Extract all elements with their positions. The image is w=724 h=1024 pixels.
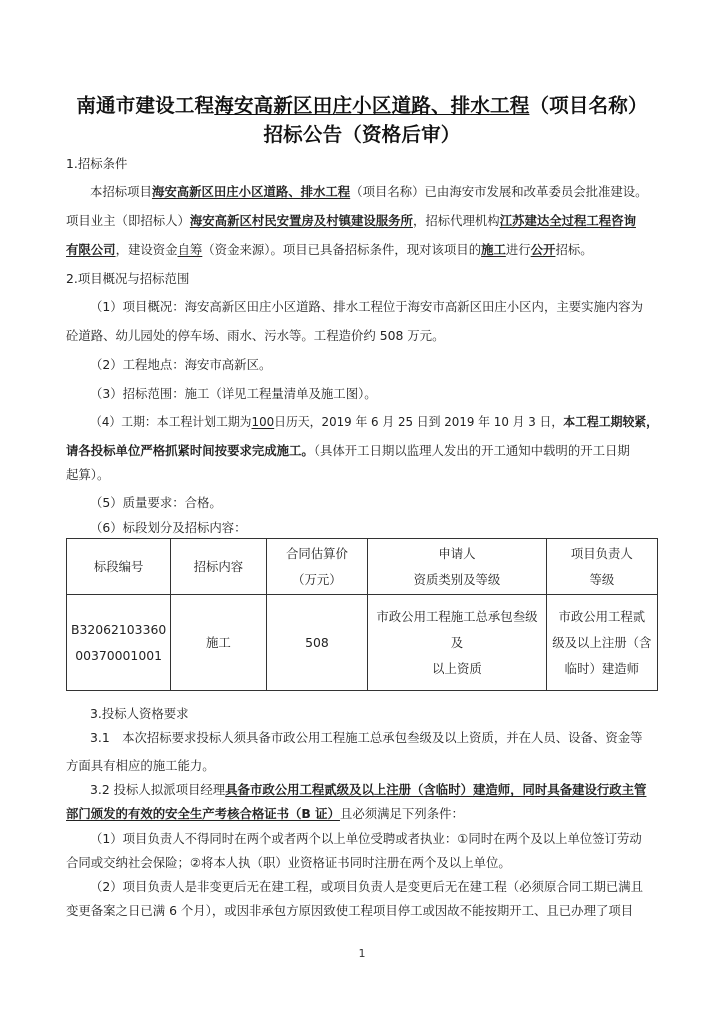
title-prefix: 南通市建设工程 bbox=[76, 94, 215, 117]
s3-text: 3.2 投标人拟派项目经理 bbox=[90, 782, 226, 797]
s1-text: （项目名称）已由海安市发展和改革委员会批准建设。 bbox=[350, 184, 648, 199]
table-row bbox=[67, 595, 658, 691]
code-line-2: 00370001001 bbox=[75, 647, 162, 663]
applicant-line-2: 以上资质 bbox=[432, 660, 482, 676]
cell-applicant bbox=[368, 595, 546, 691]
s2-text: （具体开工日期以监理人发出的开工通知中载明的开工日期 bbox=[313, 443, 630, 458]
s1-text: 项目业主（即招标人） bbox=[66, 213, 190, 228]
s2-p4-line-3: 起算）。 bbox=[66, 467, 110, 482]
s2-text: 日历天，2019 年 6 月 25 日到 2019 年 10 月 3 日， bbox=[274, 414, 564, 429]
section-2-heading: 2.项目概况与招标范围 bbox=[66, 271, 190, 286]
title-suffix: （项目名称） bbox=[529, 94, 648, 117]
s2-duration-days: 100 bbox=[251, 414, 275, 429]
s1-text: ，建设资金 bbox=[115, 242, 178, 257]
header-manager-line-2: 等级 bbox=[589, 571, 615, 587]
cell-manager bbox=[546, 595, 657, 691]
s3-c2-line-1: （2）项目负责人是非变更后无在建工程，或项目负责人是变更后无在建工程（必须原合同工期已满且 bbox=[90, 879, 644, 894]
s2-p4-line-2 bbox=[66, 441, 630, 459]
s2-p1-line-2: 砼道路、幼儿园处的停车场、雨水、污水等。工程造价约 508 万元。 bbox=[66, 328, 445, 343]
s2-text: （4）工期：本工程计划工期为 bbox=[90, 414, 252, 429]
document-title-line-2: 招标公告（资格后审） bbox=[263, 123, 461, 146]
s3-c2-line-2: 变更备案之日已满 6 个月），或因非承包方原因致使工程项目停工或因故不能按期开工、且已办理了项目 bbox=[66, 903, 634, 918]
header-section-code: 标段编号 bbox=[67, 539, 171, 595]
manager-line-2: 级及以上注册（含 bbox=[552, 634, 652, 650]
s1-text: 本招标项目 bbox=[90, 184, 152, 199]
s3-p31-line-2: 方面具有相应的施工能力。 bbox=[66, 758, 215, 773]
s2-p2: （2）工程地点：海安市高新区。 bbox=[90, 357, 272, 372]
s2-p6: （6）标段划分及招标内容： bbox=[90, 520, 247, 535]
cell-content: 施工 bbox=[171, 595, 266, 691]
header-manager bbox=[546, 539, 657, 595]
title-project-name: 海安高新区田庄小区道路、排水工程 bbox=[214, 94, 530, 117]
s3-text: 且必须满足下列条件： bbox=[339, 806, 464, 821]
s1-line-3 bbox=[66, 240, 593, 258]
s1-text: ，招标代理机构 bbox=[412, 213, 500, 228]
s3-p32-line-2 bbox=[66, 804, 464, 822]
header-applicant bbox=[368, 539, 546, 595]
bid-section-table bbox=[66, 538, 658, 691]
section-1-heading: 1.招标条件 bbox=[66, 156, 128, 171]
s1-line-2 bbox=[66, 211, 636, 229]
document-title-line-1 bbox=[0, 90, 724, 118]
s1-fund-type: 自筹 bbox=[177, 242, 203, 257]
s1-agency-name-end: 有限公司 bbox=[66, 242, 116, 257]
applicant-line-1: 市政公用工程施工总承包叁级及 bbox=[376, 608, 538, 650]
s3-requirement: 具备市政公用工程贰级及以上注册（含临时）建造师，同时具备建设行政主管 bbox=[225, 782, 647, 797]
s3-requirement: 部门颁发的有效的安全生产考核合格证书（B 证） bbox=[66, 806, 340, 821]
s1-project-name: 海安高新区田庄小区道路、排水工程 bbox=[151, 184, 351, 199]
s2-p3: （3）招标范围：施工（详见工程量清单及施工图）。 bbox=[90, 386, 377, 401]
header-applicant-line-2: 资质类别及等级 bbox=[413, 571, 501, 587]
header-content: 招标内容 bbox=[171, 539, 266, 595]
s3-c1-line-1: （1）项目负责人不得同时在两个或者两个以上单位受聘或者执业：①同时在两个及以上单位签订劳动 bbox=[90, 831, 642, 846]
s2-p1-line-1: （1）项目概况：海安高新区田庄小区道路、排水工程位于海安市高新区田庄小区内，主要实施内容为 bbox=[90, 299, 644, 314]
s2-emphasis: 请各投标单位严格抓紧时间按要求完成施工。 bbox=[66, 443, 314, 458]
code-line-1: B32062103360 bbox=[71, 621, 167, 637]
s1-work-type: 施工 bbox=[481, 242, 506, 257]
header-price-line-2: （万元） bbox=[292, 571, 342, 587]
s3-c1-line-2: 合同或交纳社会保险；②将本人执（职）业资格证书同时注册在两个及以上单位。 bbox=[66, 855, 511, 870]
s1-text: （资金来源）。项目已具备招标条件，现对该项目的 bbox=[202, 242, 482, 257]
table-header-row bbox=[67, 539, 658, 595]
s2-p4-line-1 bbox=[90, 412, 658, 430]
header-estimated-price bbox=[266, 539, 368, 595]
s3-p32-line-1 bbox=[90, 780, 646, 798]
s3-p31-line-1: 3.1 本次招标要求投标人须具备市政公用工程施工总承包叁级及以上资质，并在人员、设备、资金等 bbox=[90, 730, 643, 745]
manager-line-3: 临时）建造师 bbox=[564, 660, 640, 676]
page-number: 1 bbox=[358, 947, 366, 960]
s1-owner-name: 海安高新区村民安置房及村镇建设服务所 bbox=[189, 213, 413, 228]
header-manager-line-1: 项目负责人 bbox=[570, 545, 633, 561]
header-applicant-line-1: 申请人 bbox=[438, 545, 476, 561]
s1-text: 进行 bbox=[505, 242, 531, 257]
s2-emphasis: 本工程工期较紧， bbox=[563, 414, 658, 429]
s1-agency-name: 江苏建达全过程工程咨询 bbox=[499, 213, 636, 228]
cell-price: 508 bbox=[266, 595, 368, 691]
header-price-line-1: 合同估算价 bbox=[285, 545, 348, 561]
s1-line-1 bbox=[90, 182, 648, 200]
s1-tender-mode: 公开 bbox=[530, 242, 556, 257]
s2-p5: （5）质量要求：合格。 bbox=[90, 495, 222, 510]
cell-section-code bbox=[67, 595, 171, 691]
s1-text: 招标。 bbox=[555, 242, 593, 257]
manager-line-1: 市政公用工程贰 bbox=[558, 608, 646, 624]
section-3-heading: 3.投标人资格要求 bbox=[90, 706, 189, 721]
